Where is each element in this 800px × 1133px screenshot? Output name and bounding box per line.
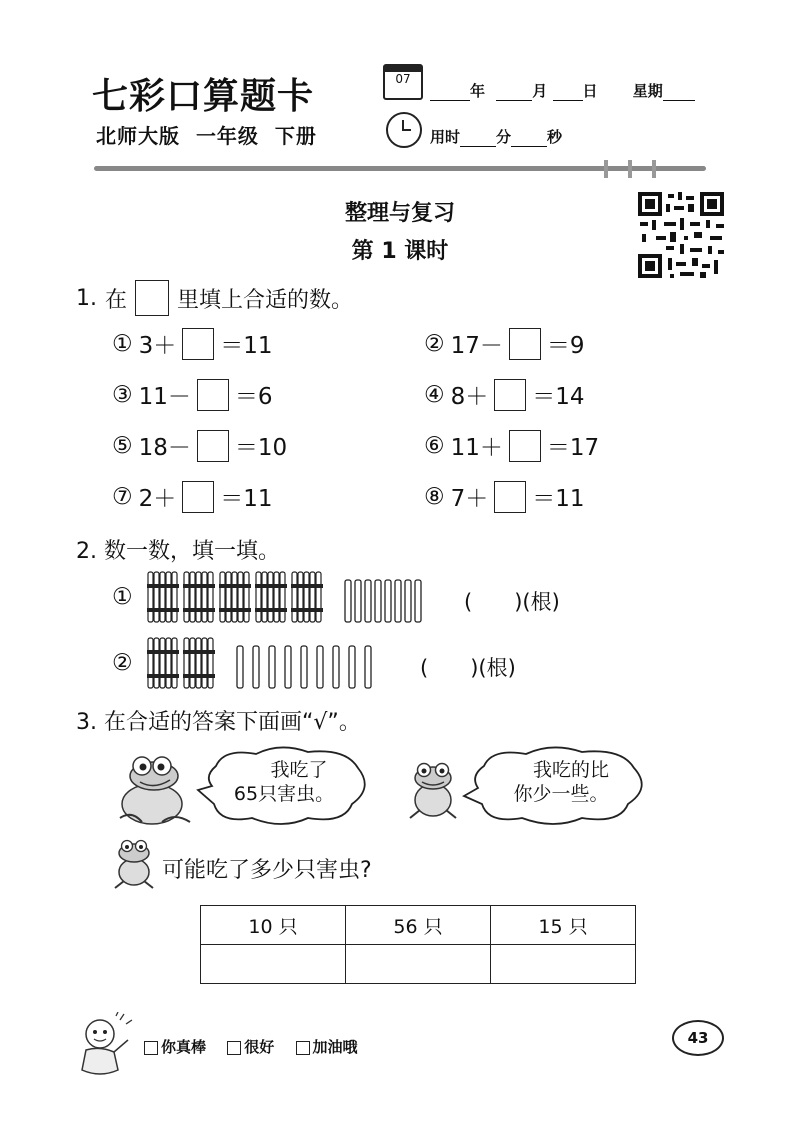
table-header-row — [201, 906, 636, 945]
single-sticks-row-2 — [236, 644, 380, 694]
answer-box[interactable] — [197, 430, 229, 462]
answer-box[interactable] — [494, 481, 526, 513]
option-cell: 56 只 — [346, 906, 491, 945]
single-stick — [405, 580, 411, 622]
q2-item-1-mark: ① — [112, 584, 133, 610]
stick-bundle — [147, 638, 179, 688]
edition-line: 北师大版 一年级 下册 — [96, 124, 317, 148]
date-line: 年 月 日 星期 — [430, 80, 695, 101]
mascot-illustration — [72, 1012, 136, 1082]
brand-title: 七彩口算题卡 — [92, 75, 315, 117]
single-stick — [415, 580, 421, 622]
check-cell[interactable] — [491, 945, 636, 984]
q2-prompt: 2. 数一数，填一填。 — [76, 539, 281, 564]
q2-item-2-answer[interactable]: ( )(根) — [420, 656, 516, 680]
example-box — [135, 280, 169, 316]
check-cell[interactable] — [346, 945, 491, 984]
single-sticks-row-1 — [344, 578, 424, 628]
single-stick — [345, 580, 351, 622]
stick-bundle — [255, 572, 287, 622]
stick-bundles-row-1 — [146, 570, 326, 630]
q2-item-2-mark: ② — [112, 650, 133, 676]
q1-item-3: ③ 11－ ＝6 — [112, 378, 273, 411]
frog1-speech: 我吃了 65只害虫。 — [233, 759, 335, 805]
divider-ticks — [604, 160, 656, 182]
q1-item-7: ⑦ 2＋ ＝11 — [112, 480, 273, 513]
q1-item-4: ④ 8＋ ＝14 — [424, 378, 585, 411]
q1-item-8: ⑧ 7＋ ＝11 — [424, 480, 585, 513]
q1-item-1: ① 3＋ ＝11 — [112, 327, 273, 360]
single-stick — [317, 646, 323, 688]
lesson-subtitle: 第 1 课时 — [351, 239, 449, 264]
calendar-day: 07 — [395, 72, 411, 86]
single-stick — [269, 646, 275, 688]
single-stick — [285, 646, 291, 688]
answer-table — [200, 905, 636, 984]
stick-bundle — [291, 572, 323, 622]
check-cell[interactable] — [201, 945, 346, 984]
stick-bundles-row-2 — [146, 636, 218, 696]
q3-prompt: 3. 在合适的答案下面画“√”。 — [76, 710, 361, 735]
q1-item-5: ⑤ 18－ ＝10 — [112, 429, 287, 462]
answer-box[interactable] — [197, 379, 229, 411]
page-number: 43 — [672, 1020, 724, 1056]
single-stick — [365, 646, 371, 688]
option-cell: 15 只 — [491, 906, 636, 945]
calendar-icon — [383, 64, 423, 100]
checkbox[interactable] — [296, 1041, 310, 1055]
question-frog-icon — [112, 838, 156, 896]
lesson-title: 整理与复习 — [344, 201, 455, 226]
rating-options — [144, 1036, 358, 1057]
answer-box[interactable] — [182, 328, 214, 360]
big-frog-illustration — [112, 752, 194, 836]
checkbox[interactable] — [144, 1041, 158, 1055]
answer-box[interactable] — [182, 481, 214, 513]
single-stick — [355, 580, 361, 622]
answer-box[interactable] — [509, 430, 541, 462]
stick-bundle — [183, 638, 215, 688]
q1-item-6: ⑥ 11＋ ＝17 — [424, 429, 599, 462]
answer-box[interactable] — [494, 379, 526, 411]
single-stick — [333, 646, 339, 688]
table-answer-row — [201, 945, 636, 984]
q1-item-2: ② 17－ ＝9 — [424, 327, 585, 360]
rating-keep-trying[interactable]: 加油哦 — [296, 1038, 358, 1056]
single-stick — [253, 646, 259, 688]
single-stick — [237, 646, 243, 688]
frog2-speech: 我吃的比 你少一些。 — [513, 759, 609, 805]
checkbox[interactable] — [227, 1041, 241, 1055]
single-stick — [375, 580, 381, 622]
rating-good[interactable]: 很好 — [227, 1038, 274, 1056]
stick-bundle — [219, 572, 251, 622]
single-stick — [365, 580, 371, 622]
answer-box[interactable] — [509, 328, 541, 360]
single-stick — [395, 580, 401, 622]
clock-icon — [386, 112, 422, 148]
single-stick — [385, 580, 391, 622]
q3-question: 可能吃了多少只害虫? — [162, 858, 372, 883]
stick-bundle — [183, 572, 215, 622]
single-stick — [349, 646, 355, 688]
option-cell: 10 只 — [201, 906, 346, 945]
time-line: 用时 分 秒 — [430, 128, 563, 146]
single-stick — [301, 646, 307, 688]
q2-item-1-answer[interactable]: ( )(根) — [464, 590, 560, 614]
q1-prompt: 1. 在 里填上合适的数。 — [76, 280, 353, 316]
small-frog-illustration — [406, 760, 460, 826]
rating-very-good[interactable]: 你真棒 — [144, 1038, 206, 1056]
stick-bundle — [147, 572, 179, 622]
